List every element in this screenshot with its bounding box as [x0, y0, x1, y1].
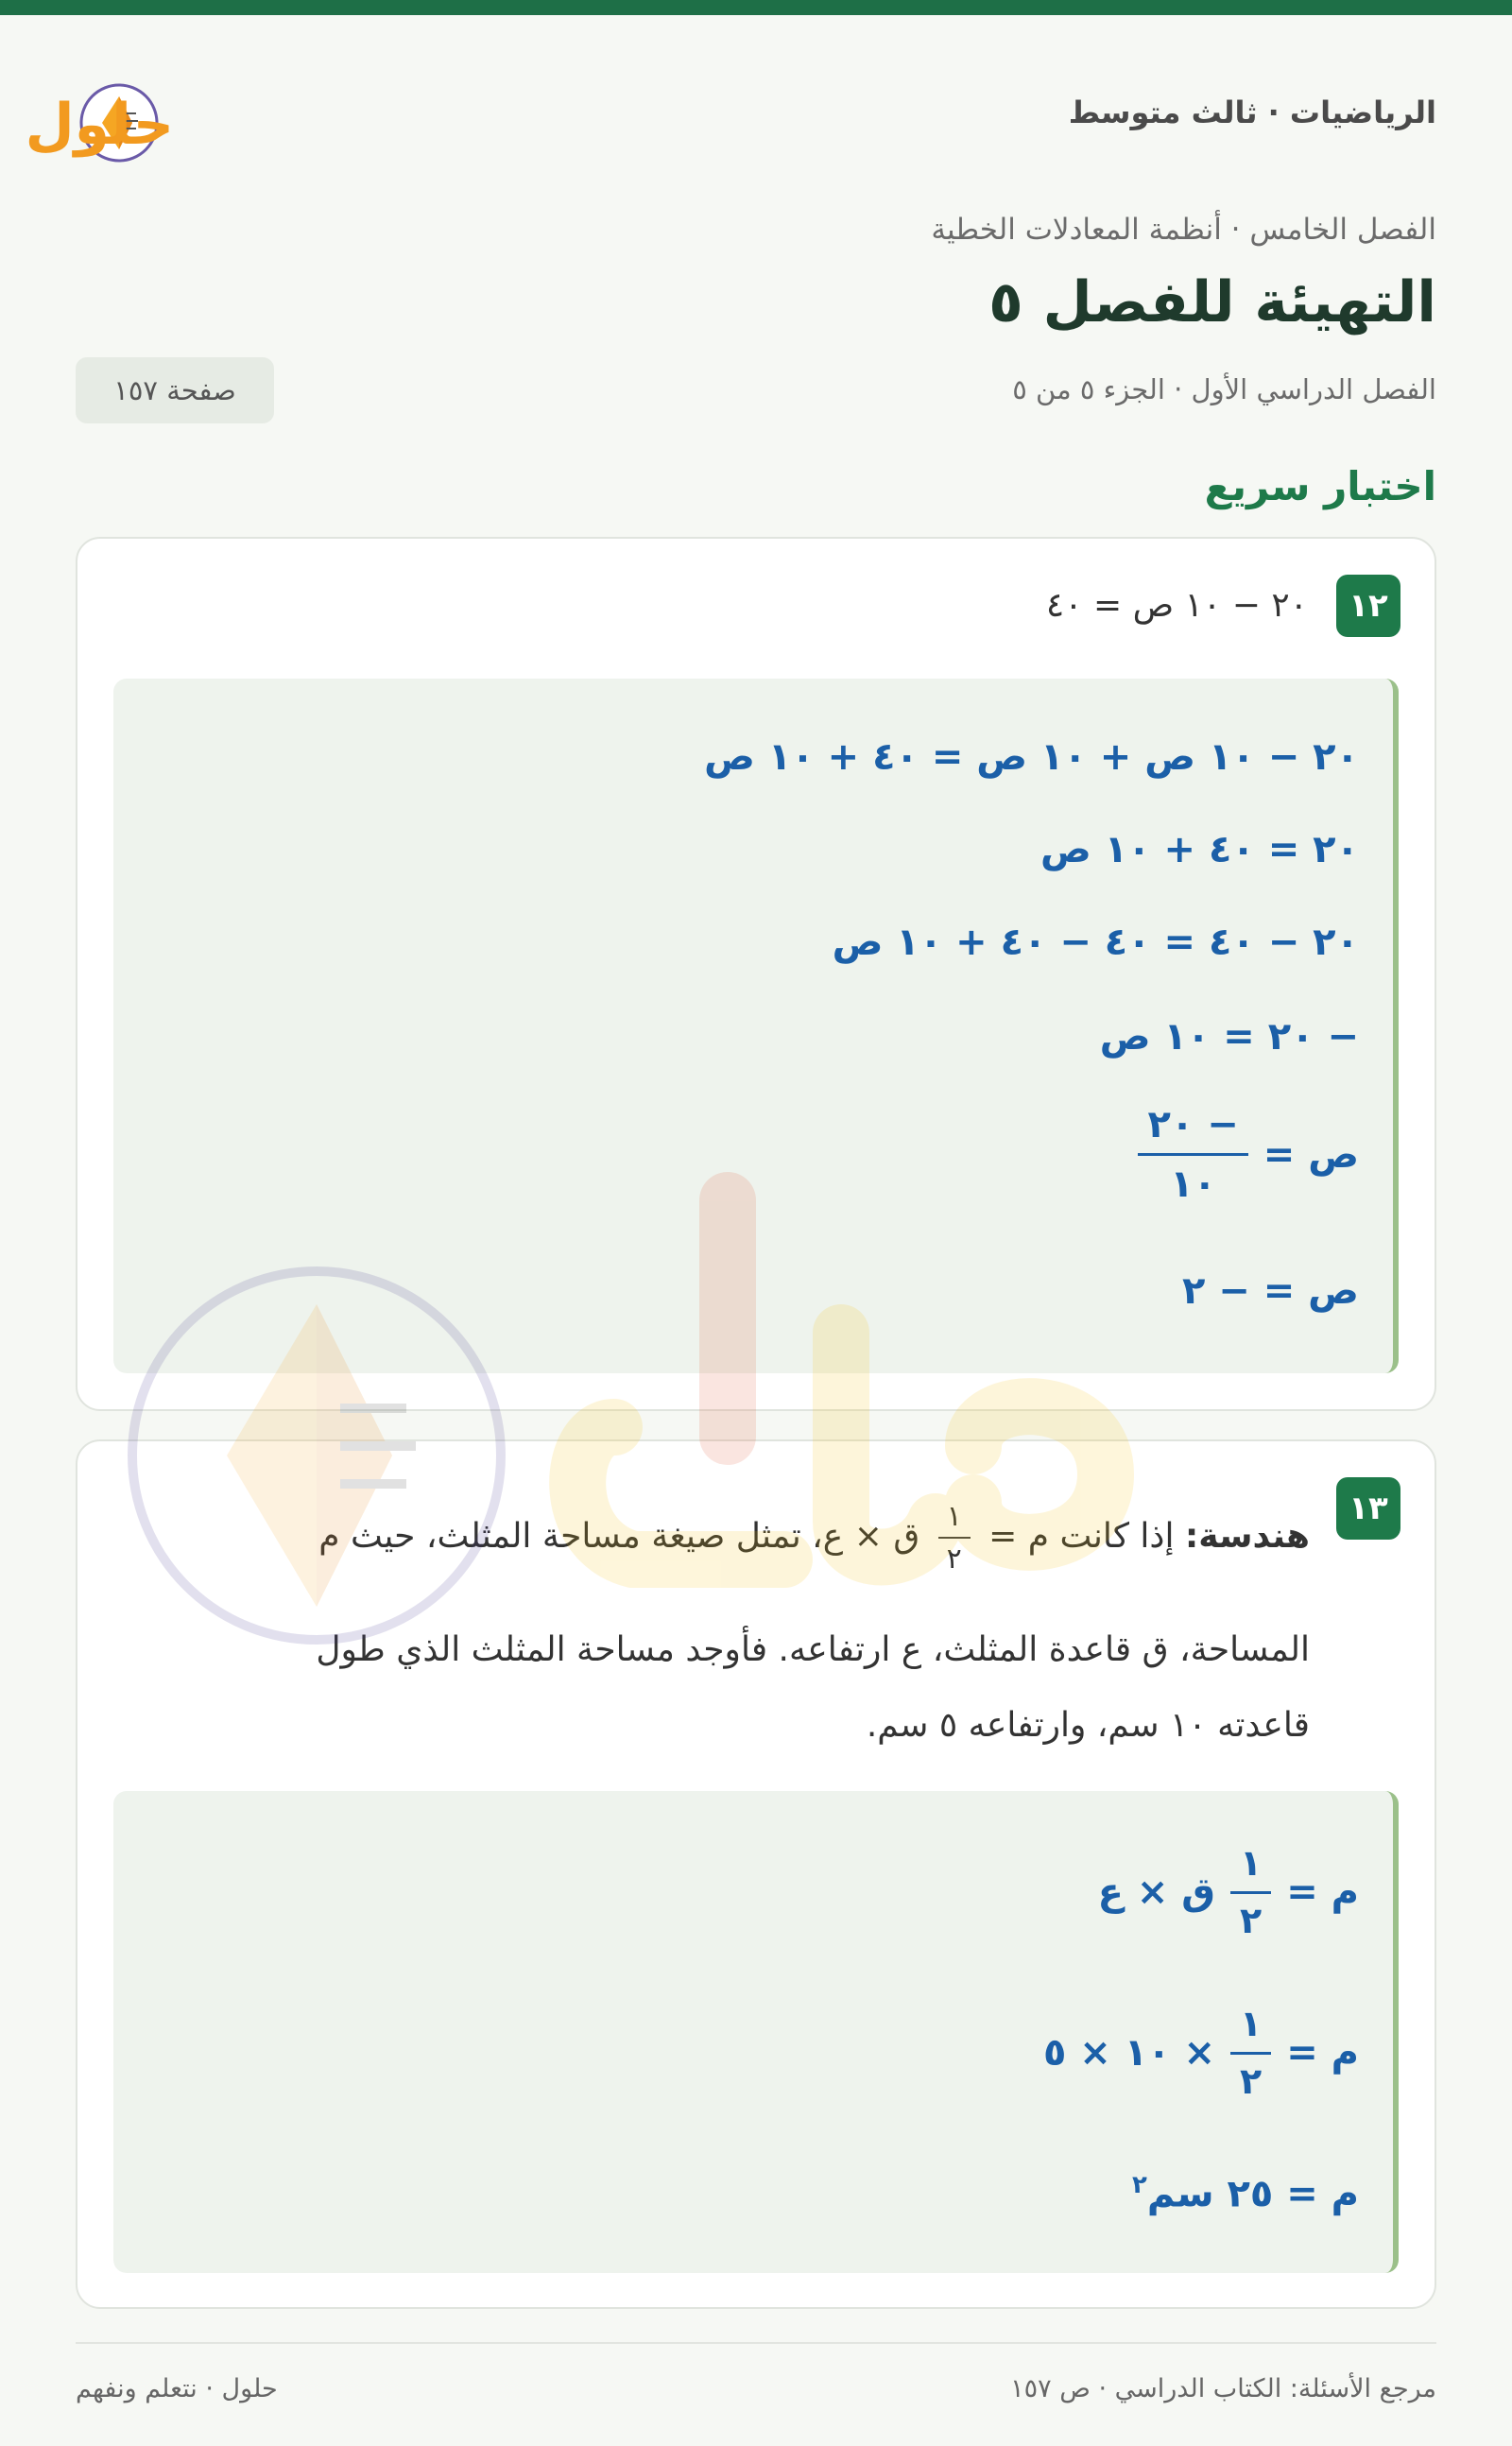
fraction-numerator: − ٢٠: [1147, 1103, 1239, 1146]
page-number-badge: صفحة ١٥٧: [76, 357, 274, 423]
subject-label: الرياضيات · ثالث متوسط: [1068, 95, 1436, 130]
inline-fraction-bar: [938, 1537, 971, 1539]
solution-step-1: [1098, 1842, 1359, 1942]
solution-step-4: − ٢٠ = ١٠ ص: [1099, 1015, 1359, 1059]
fraction-bar: [1138, 1153, 1247, 1156]
fraction: [1230, 2003, 1271, 2103]
footer-brand: حلول · نتعلم ونفهم: [76, 2374, 278, 2403]
solution-step-fraction: [1138, 1102, 1359, 1207]
logo-text: حلول: [25, 92, 174, 158]
final-superscript: ٢: [1131, 2171, 1147, 2199]
solution-step-2: [1043, 2003, 1359, 2103]
question-number-badge: ١٢: [1336, 575, 1400, 637]
step-1-rhs: ق × ع: [1097, 1870, 1216, 1915]
fraction-denominator: ٢: [1240, 1899, 1263, 1941]
footer-divider: [76, 2342, 1436, 2344]
step-2-rhs: × ١٠ × ٥: [1042, 2031, 1216, 2076]
solution-final: ص = − ٢: [1181, 1269, 1359, 1313]
fraction-denominator: ٢: [1240, 2059, 1263, 2102]
chapter-line: الفصل الخامس · أنظمة المعادلات الخطية: [931, 213, 1436, 247]
question-line-1b: ق × ع، تمثل صيغة مساحة المثلث، حيث م: [318, 1517, 920, 1556]
solution-step-3: ٢٠ − ٤٠ = ٤٠ − ٤٠ + ١٠ ص: [832, 921, 1359, 964]
question-card-12: [76, 537, 1436, 1411]
solution-step-1: ٢٠ − ١٠ ص + ١٠ ص = ٤٠ + ١٠ ص: [704, 735, 1359, 779]
inline-fraction: [938, 1500, 971, 1576]
top-accent-bar: [0, 0, 1512, 15]
question-line-3: قاعدته ١٠ سم، وارتفاعه ٥ سم.: [866, 1706, 1310, 1745]
fraction-denominator: ١٠: [1170, 1163, 1217, 1206]
step-2-lhs: م =: [1286, 2031, 1359, 2076]
step-1-lhs: م =: [1286, 1870, 1359, 1915]
question-text: ٢٠ − ١٠ ص = ٤٠: [1045, 586, 1308, 625]
solution-box: [113, 679, 1399, 1373]
question-card-13: [76, 1439, 1436, 2309]
term-line: الفصل الدراسي الأول · الجزء ٥ من ٥: [1012, 373, 1436, 405]
hulool-logo[interactable]: [25, 76, 340, 170]
solution-final: [1132, 2171, 1359, 2215]
question-label: هندسة:: [1184, 1517, 1310, 1556]
fraction: [1138, 1102, 1247, 1207]
page-header: [25, 76, 1436, 189]
fraction-numerator: ١: [1240, 1842, 1263, 1884]
fraction-numerator: ١: [1240, 2003, 1263, 2044]
final-text: م = ٢٥ سم: [1146, 2172, 1359, 2216]
fraction: [1230, 1842, 1271, 1942]
fraction-bar: [1230, 2052, 1271, 2055]
fraction-lhs: ص =: [1263, 1132, 1359, 1177]
question-line-1: [318, 1500, 1310, 1576]
question-line-1a: إذا كانت م =: [988, 1517, 1175, 1556]
page-title: التهيئة للفصل ٥: [988, 269, 1436, 336]
footer-reference: مرجع الأسئلة: الكتاب الدراسي · ص ١٥٧: [1010, 2374, 1436, 2403]
question-number-badge: ١٣: [1336, 1477, 1400, 1540]
question-line-2: المساحة، ق قاعدة المثلث، ع ارتفاعه. فأوجد مساحة المثلث الذي طول: [316, 1630, 1310, 1669]
section-title: اختبار سريع: [1204, 463, 1436, 509]
fraction-bar: [1230, 1891, 1271, 1894]
solution-step-2: ٢٠ = ٤٠ + ١٠ ص: [1040, 828, 1359, 871]
inline-fraction-numerator: ١: [946, 1500, 962, 1533]
inline-fraction-denominator: ٢: [946, 1542, 962, 1576]
solution-box: [113, 1791, 1399, 2273]
